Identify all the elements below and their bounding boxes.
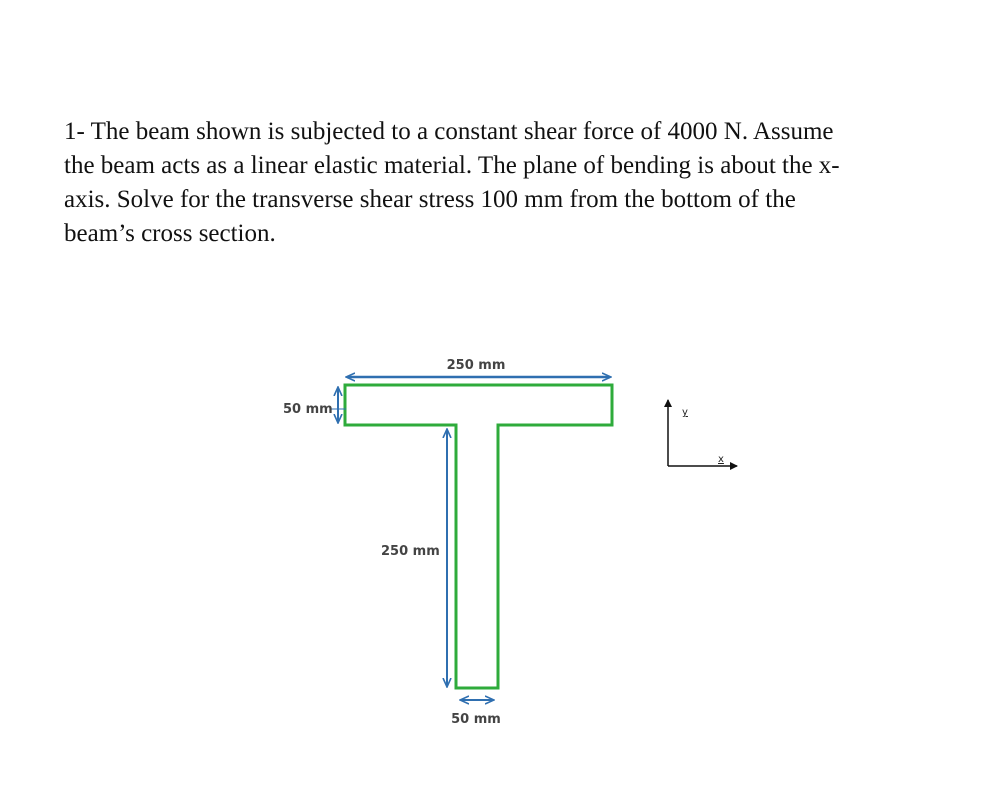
web-width-label: 50 mm — [451, 712, 501, 727]
problem-line-2: the beam acts as a linear elastic material. The plane of bending is about the x- — [64, 152, 840, 179]
problem-line-1: 1- The beam shown is subjected to a constant shear force of 4000 N. Assume — [64, 118, 834, 145]
flange-width-label: 250 mm — [446, 358, 506, 373]
problem-line-4: beam’s cross section. — [64, 220, 276, 247]
t-beam-outline — [345, 385, 612, 688]
web-height-label: 250 mm — [381, 544, 440, 559]
flange-thickness-label: 50 mm — [283, 402, 333, 417]
x-axis-label: x — [718, 454, 724, 465]
y-axis-label: y — [682, 407, 688, 418]
problem-line-3: axis. Solve for the transverse shear stress 100 mm from the bottom of the — [64, 186, 796, 213]
